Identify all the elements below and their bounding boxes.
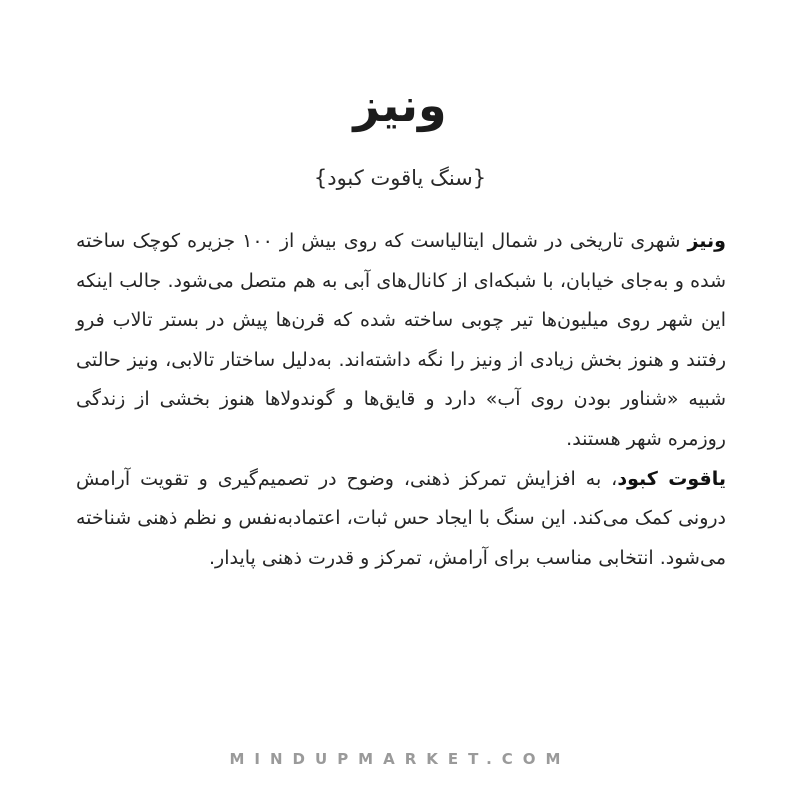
page-title: ونیز: [353, 78, 447, 132]
footer-brand: MINDUPMARKET.COM: [229, 750, 571, 768]
paragraph-lead: ونیز: [687, 230, 726, 252]
paragraph-lead: یاقوت کبود: [617, 467, 727, 490]
paragraph-venice: [76, 222, 726, 460]
paragraph-text: ، به افزایش تمرکز ذهنی، وضوح در تصمیم‌گیری و تقویت آرامش درونی کمک می‌کند. این سنگ با ایجاد حس ثبات، اعتمادبه‌نفس و نظم ذهنی شناخته می‌شود. انتخابی مناسب برای آرامش، تمرکز و قدرت ذهنی پایدار.: [76, 467, 726, 569]
article-body: [76, 222, 726, 578]
paragraph-sapphire: [76, 460, 726, 579]
paragraph-text: شهری تاریخی در شمال ایتالیاست که روی بیش از ۱۰۰ جزیره کوچک ساخته شده و به‌جای خیابان، با شبکه‌ای از کانال‌های آبی به هم متصل می‌شود. جالب اینکه این شهر روی میلیون‌ها تیر چوبی ساخته شده که قرن‌ها پیش در بستر تالاب فرو رفتند و هنوز بخش زیادی از ونیز را نگه داشته‌اند. به‌دلیل ساختار تالابی، ونیز حالتی شبیه «شناور بودن روی آب» دارد و قایق‌ها و گوندولاها هنوز بخشی از زندگی روزمره شهر هستند.: [76, 230, 726, 450]
page-subtitle: {سنگ یاقوت کبود}: [313, 166, 487, 190]
